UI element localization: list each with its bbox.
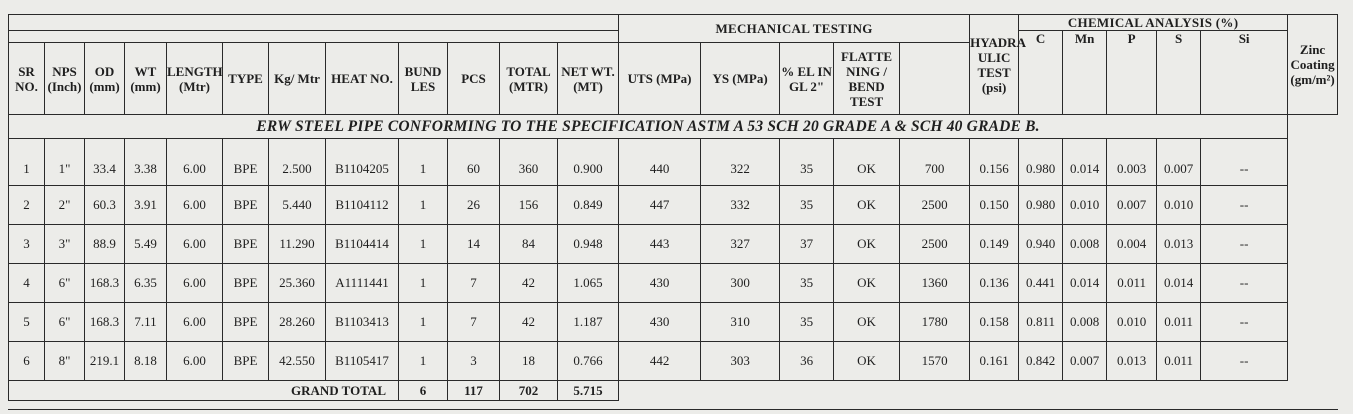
zinc-coating-cell: -- [1201,264,1288,303]
elongation-cell: 35 [780,264,834,303]
bundles-cell: 1 [399,342,448,381]
s-cell: 0.011 [1107,264,1157,303]
wt-cell: 3.91 [125,186,167,225]
wt-cell: 8.18 [125,342,167,381]
mn-cell: 0.441 [1019,264,1063,303]
heat-no-cell: B1103413 [326,303,399,342]
grand-total-mtr: 702 [500,381,558,401]
si-cell: 0.010 [1157,186,1201,225]
flattening-cell: OK [834,303,900,342]
sr-no-cell: 6 [9,342,45,381]
length-cell: 6.00 [167,139,223,186]
chemical-analysis-group-header: CHEMICAL ANALYSIS (%) [1019,15,1288,31]
bundles-cell: 1 [399,139,448,186]
kg-mtr-cell: 11.290 [269,225,326,264]
c-header: C [1019,31,1063,115]
si-cell: 0.013 [1157,225,1201,264]
uts-cell: 443 [619,225,701,264]
hydraulic-cell: 2500 [900,225,970,264]
kg-mtr-header: Kg/ Mtr [269,43,326,115]
bundles-cell: 1 [399,264,448,303]
grand-total-blank [619,381,1288,401]
grand-total-bundles: 6 [399,381,448,401]
od-cell: 168.3 [85,264,125,303]
mechanical-testing-group-header: MECHANICAL TESTING [619,15,970,43]
pcs-cell: 14 [448,225,500,264]
heat-no-cell: B1104112 [326,186,399,225]
c-cell: 0.161 [970,342,1019,381]
nps-cell: 2" [45,186,85,225]
hydraulic-cell: 1780 [900,303,970,342]
table-row [9,139,1338,186]
s-cell: 0.010 [1107,303,1157,342]
c-cell: 0.136 [970,264,1019,303]
specification-line: ERW STEEL PIPE CONFORMING TO THE SPECIFICATION ASTM A 53 SCH 20 GRADE A & SCH 40 GRADE B. [9,115,1288,139]
mn-header: Mn [1063,31,1107,115]
test-certificate-table [8,14,1338,401]
flattening-cell: OK [834,342,900,381]
kg-mtr-cell: 2.500 [269,139,326,186]
uts-cell: 442 [619,342,701,381]
p-cell: 0.008 [1063,303,1107,342]
grand-total-pcs: 117 [448,381,500,401]
od-cell: 219.1 [85,342,125,381]
elongation-cell: 36 [780,342,834,381]
type-cell: BPE [223,139,269,186]
type-cell: BPE [223,225,269,264]
kg-mtr-cell: 25.360 [269,264,326,303]
heat-no-cell: B1104205 [326,139,399,186]
p-cell: 0.008 [1063,225,1107,264]
wt-cell: 6.35 [125,264,167,303]
ys-cell: 322 [701,139,780,186]
net-wt-cell: 1.065 [558,264,619,303]
ys-cell: 327 [701,225,780,264]
flattening-cell: OK [834,225,900,264]
table-row [9,342,1338,381]
type-cell: BPE [223,264,269,303]
sr-no-cell: 2 [9,186,45,225]
mn-cell: 0.940 [1019,225,1063,264]
total-mtr-cell: 42 [500,264,558,303]
heat-no-header: HEAT NO. [326,43,399,115]
s-cell: 0.003 [1107,139,1157,186]
hydraulic-cell: 1570 [900,342,970,381]
nps-cell: 1" [45,139,85,186]
header-top-blank [9,15,619,31]
mn-cell: 0.980 [1019,186,1063,225]
flattening-header: FLATTE NING / BEND TEST [834,43,900,115]
heat-no-cell: B1105417 [326,342,399,381]
type-header: TYPE [223,43,269,115]
kg-mtr-cell: 42.550 [269,342,326,381]
net-wt-cell: 0.849 [558,186,619,225]
s-cell: 0.013 [1107,342,1157,381]
length-cell: 6.00 [167,303,223,342]
si-header: Si [1201,31,1288,115]
net-wt-cell: 0.900 [558,139,619,186]
p-cell: 0.007 [1063,342,1107,381]
bottom-border-line [8,409,1338,410]
pcs-cell: 26 [448,186,500,225]
nps-cell: 8" [45,342,85,381]
bundles-cell: 1 [399,303,448,342]
type-cell: BPE [223,342,269,381]
ys-cell: 332 [701,186,780,225]
total-mtr-cell: 84 [500,225,558,264]
uts-cell: 440 [619,139,701,186]
elongation-cell: 35 [780,186,834,225]
nps-cell: 3" [45,225,85,264]
uts-cell: 430 [619,264,701,303]
p-cell: 0.014 [1063,264,1107,303]
grand-total-net-wt: 5.715 [558,381,619,401]
length-cell: 6.00 [167,342,223,381]
ys-header: YS (MPa) [701,43,780,115]
wt-cell: 3.38 [125,139,167,186]
elongation-header: % EL IN GL 2" [780,43,834,115]
mn-cell: 0.980 [1019,139,1063,186]
net-wt-cell: 0.948 [558,225,619,264]
c-cell: 0.156 [970,139,1019,186]
hydraulic-cell: 2500 [900,186,970,225]
hydraulic-test-header: HYADRA ULIC TEST (psi) [970,15,1019,115]
kg-mtr-cell: 28.260 [269,303,326,342]
od-cell: 88.9 [85,225,125,264]
c-cell: 0.149 [970,225,1019,264]
pcs-cell: 7 [448,303,500,342]
elongation-cell: 35 [780,139,834,186]
elongation-cell: 37 [780,225,834,264]
uts-cell: 430 [619,303,701,342]
zinc-coating-cell: -- [1201,186,1288,225]
length-header: LENGTH (Mtr) [167,43,223,115]
ys-cell: 310 [701,303,780,342]
sr-no-cell: 5 [9,303,45,342]
hydraulic-cell: 1360 [900,264,970,303]
kg-mtr-cell: 5.440 [269,186,326,225]
length-cell: 6.00 [167,225,223,264]
bundles-cell: 1 [399,225,448,264]
type-cell: BPE [223,186,269,225]
p-header: P [1107,31,1157,115]
sr-no-cell: 4 [9,264,45,303]
total-mtr-cell: 18 [500,342,558,381]
zinc-coating-header-label: Zinc Coating (gm/m²) [1290,42,1335,87]
zinc-coating-cell: -- [1201,139,1288,186]
net-wt-cell: 0.766 [558,342,619,381]
total-mtr-cell: 42 [500,303,558,342]
si-cell: 0.011 [1157,342,1201,381]
pcs-cell: 60 [448,139,500,186]
uts-header: UTS (MPa) [619,43,701,115]
table-row [9,303,1338,342]
table-row [9,225,1338,264]
net-wt-cell: 1.187 [558,303,619,342]
wt-cell: 5.49 [125,225,167,264]
wt-cell: 7.11 [125,303,167,342]
wt-header: WT (mm) [125,43,167,115]
od-cell: 60.3 [85,186,125,225]
pcs-header: PCS [448,43,500,115]
ys-cell: 303 [701,342,780,381]
mn-cell: 0.842 [1019,342,1063,381]
zinc-coating-cell: -- [1201,225,1288,264]
si-cell: 0.014 [1157,264,1201,303]
pcs-cell: 3 [448,342,500,381]
heat-no-cell: B1104414 [326,225,399,264]
p-cell: 0.010 [1063,186,1107,225]
nps-header: NPS (Inch) [45,43,85,115]
grand-total-label: GRAND TOTAL [9,381,399,401]
si-cell: 0.011 [1157,303,1201,342]
heat-no-cell: A1111441 [326,264,399,303]
hydraulic-cell: 700 [900,139,970,186]
flattening-cell: OK [834,264,900,303]
length-cell: 6.00 [167,186,223,225]
mn-cell: 0.811 [1019,303,1063,342]
zinc-coating-cell: -- [1201,342,1288,381]
p-cell: 0.014 [1063,139,1107,186]
table-row [9,186,1338,225]
nps-cell: 6" [45,303,85,342]
total-mtr-header: TOTAL (MTR) [500,43,558,115]
pcs-cell: 7 [448,264,500,303]
flattening-cell: OK [834,139,900,186]
zinc-coating-cell: -- [1201,303,1288,342]
data-rows [9,139,1338,381]
nps-cell: 6" [45,264,85,303]
s-cell: 0.004 [1107,225,1157,264]
zinc-coating-header [1288,15,1338,115]
od-header: OD (mm) [85,43,125,115]
c-cell: 0.150 [970,186,1019,225]
uts-cell: 447 [619,186,701,225]
od-cell: 168.3 [85,303,125,342]
bundles-cell: 1 [399,186,448,225]
sr-no-header: SR NO. [9,43,45,115]
elongation-cell: 35 [780,303,834,342]
c-cell: 0.158 [970,303,1019,342]
sr-no-cell: 1 [9,139,45,186]
net-wt-header: NET WT. (MT) [558,43,619,115]
bundles-header: BUND LES [399,43,448,115]
type-cell: BPE [223,303,269,342]
flattening-cell: OK [834,186,900,225]
total-mtr-cell: 360 [500,139,558,186]
header-second-blank [9,31,619,43]
table-row [9,264,1338,303]
sr-no-cell: 3 [9,225,45,264]
s-cell: 0.007 [1107,186,1157,225]
ys-cell: 300 [701,264,780,303]
s-header: S [1157,31,1201,115]
od-cell: 33.4 [85,139,125,186]
length-cell: 6.00 [167,264,223,303]
si-cell: 0.007 [1157,139,1201,186]
total-mtr-cell: 156 [500,186,558,225]
